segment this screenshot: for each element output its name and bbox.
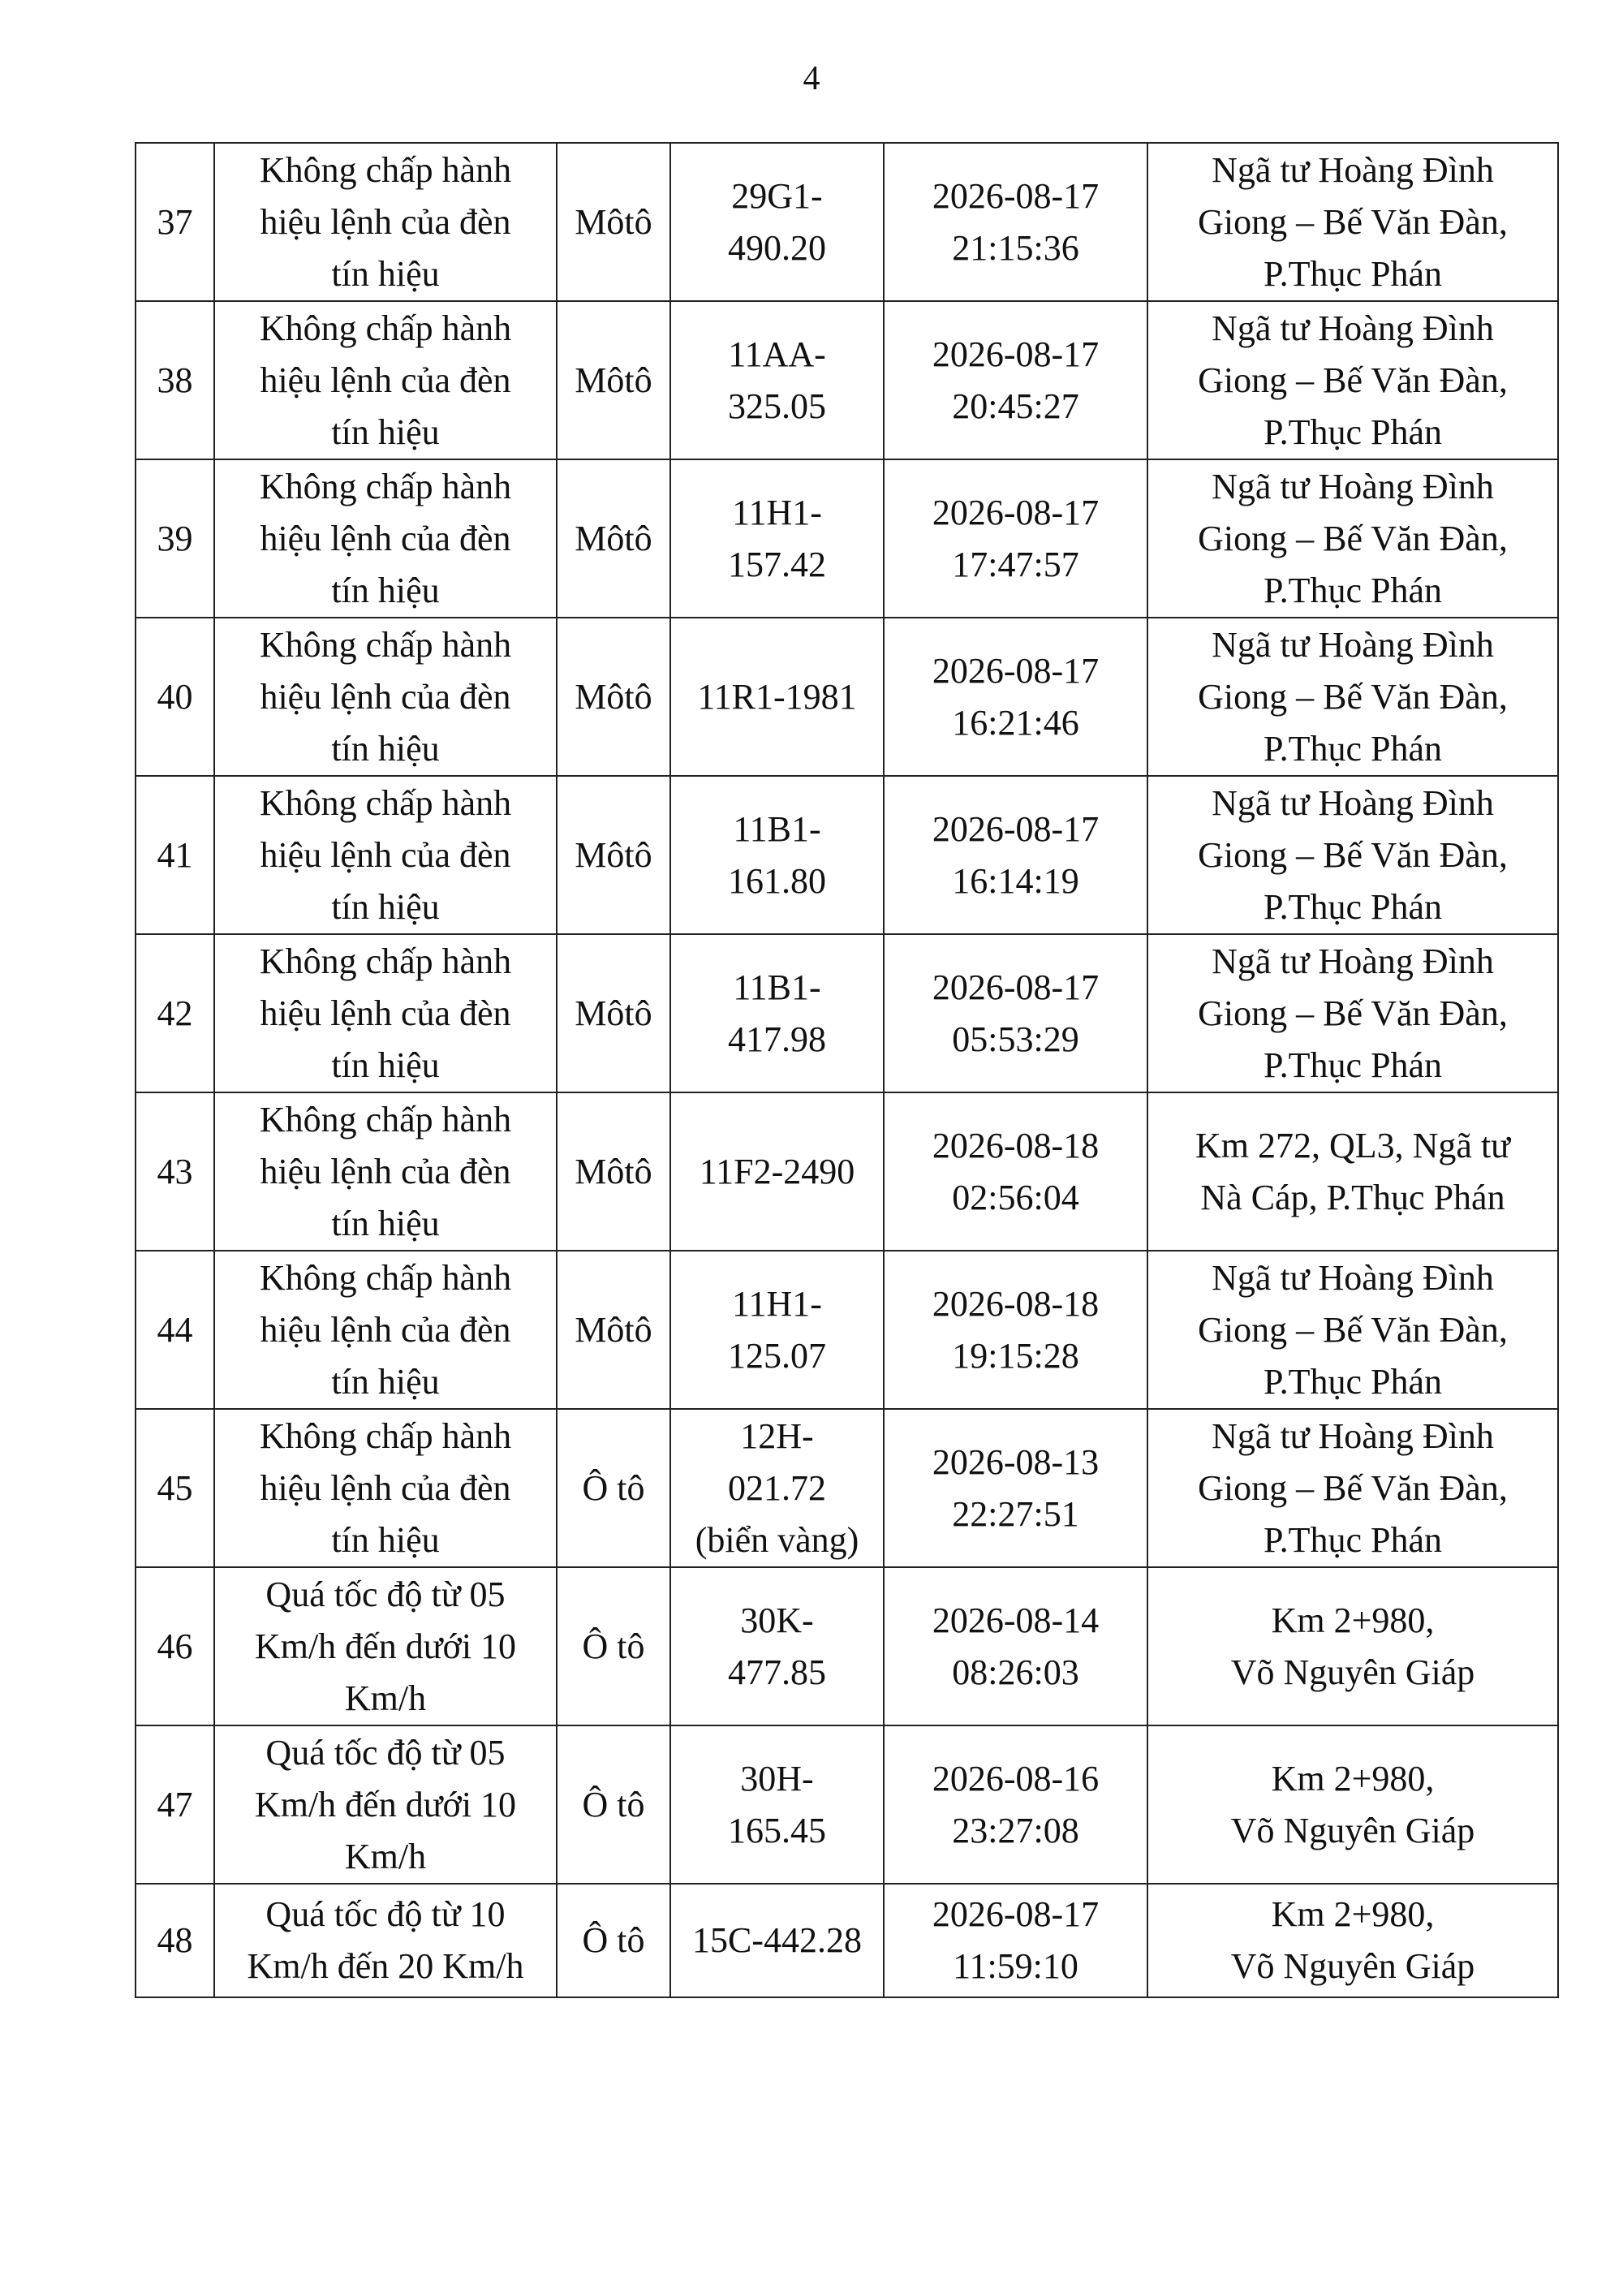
table-row: [136, 1409, 1558, 1567]
violation-cell: Không chấp hành hiệu lệnh của đèn tín hiệu: [214, 301, 557, 459]
violation-cell: Không chấp hành hiệu lệnh của đèn tín hiệu: [214, 618, 557, 776]
vehicle-type-cell: Môtô: [557, 1092, 670, 1251]
datetime-cell: 2026-08-17 05:53:29: [884, 934, 1147, 1092]
table-row: [136, 1567, 1558, 1725]
location-cell: Ngã tư Hoàng Đình Giong – Bế Văn Đàn, P.Thục Phán: [1147, 143, 1558, 301]
license-plate-cell: 15C-442.28: [670, 1884, 884, 1997]
table-row: [136, 1251, 1558, 1409]
row-number-cell: 40: [136, 618, 214, 776]
table-row: [136, 143, 1558, 301]
datetime-cell: 2026-08-17 20:45:27: [884, 301, 1147, 459]
vehicle-type-cell: Ô tô: [557, 1725, 670, 1884]
violation-cell: Không chấp hành hiệu lệnh của đèn tín hiệu: [214, 1092, 557, 1251]
page-number: 4: [803, 60, 820, 97]
row-number-cell: 44: [136, 1251, 214, 1409]
vehicle-type-cell: Ô tô: [557, 1567, 670, 1725]
violation-cell: Quá tốc độ từ 05 Km/h đến dưới 10 Km/h: [214, 1567, 557, 1725]
location-cell: Ngã tư Hoàng Đình Giong – Bế Văn Đàn, P.Thục Phán: [1147, 1409, 1558, 1567]
row-number-cell: 46: [136, 1567, 214, 1725]
table-row: [136, 459, 1558, 618]
location-cell: Ngã tư Hoàng Đình Giong – Bế Văn Đàn, P.Thục Phán: [1147, 776, 1558, 934]
datetime-cell: 2026-08-18 19:15:28: [884, 1251, 1147, 1409]
datetime-cell: 2026-08-17 11:59:10: [884, 1884, 1147, 1997]
license-plate-cell: 29G1- 490.20: [670, 143, 884, 301]
location-cell: Km 2+980, Võ Nguyên Giáp: [1147, 1725, 1558, 1884]
row-number-cell: 42: [136, 934, 214, 1092]
table-body: [136, 143, 1558, 1997]
datetime-cell: 2026-08-17 16:21:46: [884, 618, 1147, 776]
location-cell: Km 272, QL3, Ngã tư Nà Cáp, P.Thục Phán: [1147, 1092, 1558, 1251]
vehicle-type-cell: Môtô: [557, 934, 670, 1092]
table-row: [136, 301, 1558, 459]
location-cell: Ngã tư Hoàng Đình Giong – Bế Văn Đàn, P.Thục Phán: [1147, 618, 1558, 776]
license-plate-cell: 30K- 477.85: [670, 1567, 884, 1725]
location-cell: Ngã tư Hoàng Đình Giong – Bế Văn Đàn, P.Thục Phán: [1147, 301, 1558, 459]
vehicle-type-cell: Môtô: [557, 143, 670, 301]
violation-cell: Không chấp hành hiệu lệnh của đèn tín hiệu: [214, 143, 557, 301]
vehicle-type-cell: Môtô: [557, 776, 670, 934]
row-number-cell: 45: [136, 1409, 214, 1567]
violations-table: [135, 142, 1559, 1998]
datetime-cell: 2026-08-13 22:27:51: [884, 1409, 1147, 1567]
row-number-cell: 47: [136, 1725, 214, 1884]
vehicle-type-cell: Môtô: [557, 459, 670, 618]
license-plate-cell: 11H1- 125.07: [670, 1251, 884, 1409]
location-cell: Km 2+980, Võ Nguyên Giáp: [1147, 1567, 1558, 1725]
datetime-cell: 2026-08-17 16:14:19: [884, 776, 1147, 934]
violation-cell: Không chấp hành hiệu lệnh của đèn tín hiệu: [214, 934, 557, 1092]
table-row: [136, 776, 1558, 934]
license-plate-cell: 11AA- 325.05: [670, 301, 884, 459]
table-row: [136, 934, 1558, 1092]
table-row: [136, 1725, 1558, 1884]
license-plate-cell: 11H1- 157.42: [670, 459, 884, 618]
violation-cell: Không chấp hành hiệu lệnh của đèn tín hiệu: [214, 1251, 557, 1409]
row-number-cell: 41: [136, 776, 214, 934]
datetime-cell: 2026-08-17 21:15:36: [884, 143, 1147, 301]
row-number-cell: 43: [136, 1092, 214, 1251]
datetime-cell: 2026-08-16 23:27:08: [884, 1725, 1147, 1884]
license-plate-cell: 11B1- 161.80: [670, 776, 884, 934]
row-number-cell: 39: [136, 459, 214, 618]
datetime-cell: 2026-08-14 08:26:03: [884, 1567, 1147, 1725]
license-plate-cell: 11F2-2490: [670, 1092, 884, 1251]
violation-cell: Quá tốc độ từ 05 Km/h đến dưới 10 Km/h: [214, 1725, 557, 1884]
violation-cell: Không chấp hành hiệu lệnh của đèn tín hiệu: [214, 1409, 557, 1567]
row-number-cell: 38: [136, 301, 214, 459]
table-row: [136, 1092, 1558, 1251]
violation-cell: Quá tốc độ từ 10 Km/h đến 20 Km/h: [214, 1884, 557, 1997]
row-number-cell: 48: [136, 1884, 214, 1997]
vehicle-type-cell: Môtô: [557, 618, 670, 776]
table-row: [136, 1884, 1558, 1997]
license-plate-cell: 30H- 165.45: [670, 1725, 884, 1884]
datetime-cell: 2026-08-18 02:56:04: [884, 1092, 1147, 1251]
datetime-cell: 2026-08-17 17:47:57: [884, 459, 1147, 618]
vehicle-type-cell: Môtô: [557, 1251, 670, 1409]
location-cell: Ngã tư Hoàng Đình Giong – Bế Văn Đàn, P.Thục Phán: [1147, 1251, 1558, 1409]
vehicle-type-cell: Môtô: [557, 301, 670, 459]
location-cell: Ngã tư Hoàng Đình Giong – Bế Văn Đàn, P.Thục Phán: [1147, 934, 1558, 1092]
vehicle-type-cell: Ô tô: [557, 1409, 670, 1567]
location-cell: Ngã tư Hoàng Đình Giong – Bế Văn Đàn, P.Thục Phán: [1147, 459, 1558, 618]
location-cell: Km 2+980, Võ Nguyên Giáp: [1147, 1884, 1558, 1997]
row-number-cell: 37: [136, 143, 214, 301]
violation-cell: Không chấp hành hiệu lệnh của đèn tín hiệu: [214, 776, 557, 934]
license-plate-cell: 11R1-1981: [670, 618, 884, 776]
table-row: [136, 618, 1558, 776]
license-plate-cell: 11B1- 417.98: [670, 934, 884, 1092]
license-plate-cell: 12H- 021.72 (biển vàng): [670, 1409, 884, 1567]
violation-cell: Không chấp hành hiệu lệnh của đèn tín hiệu: [214, 459, 557, 618]
vehicle-type-cell: Ô tô: [557, 1884, 670, 1997]
